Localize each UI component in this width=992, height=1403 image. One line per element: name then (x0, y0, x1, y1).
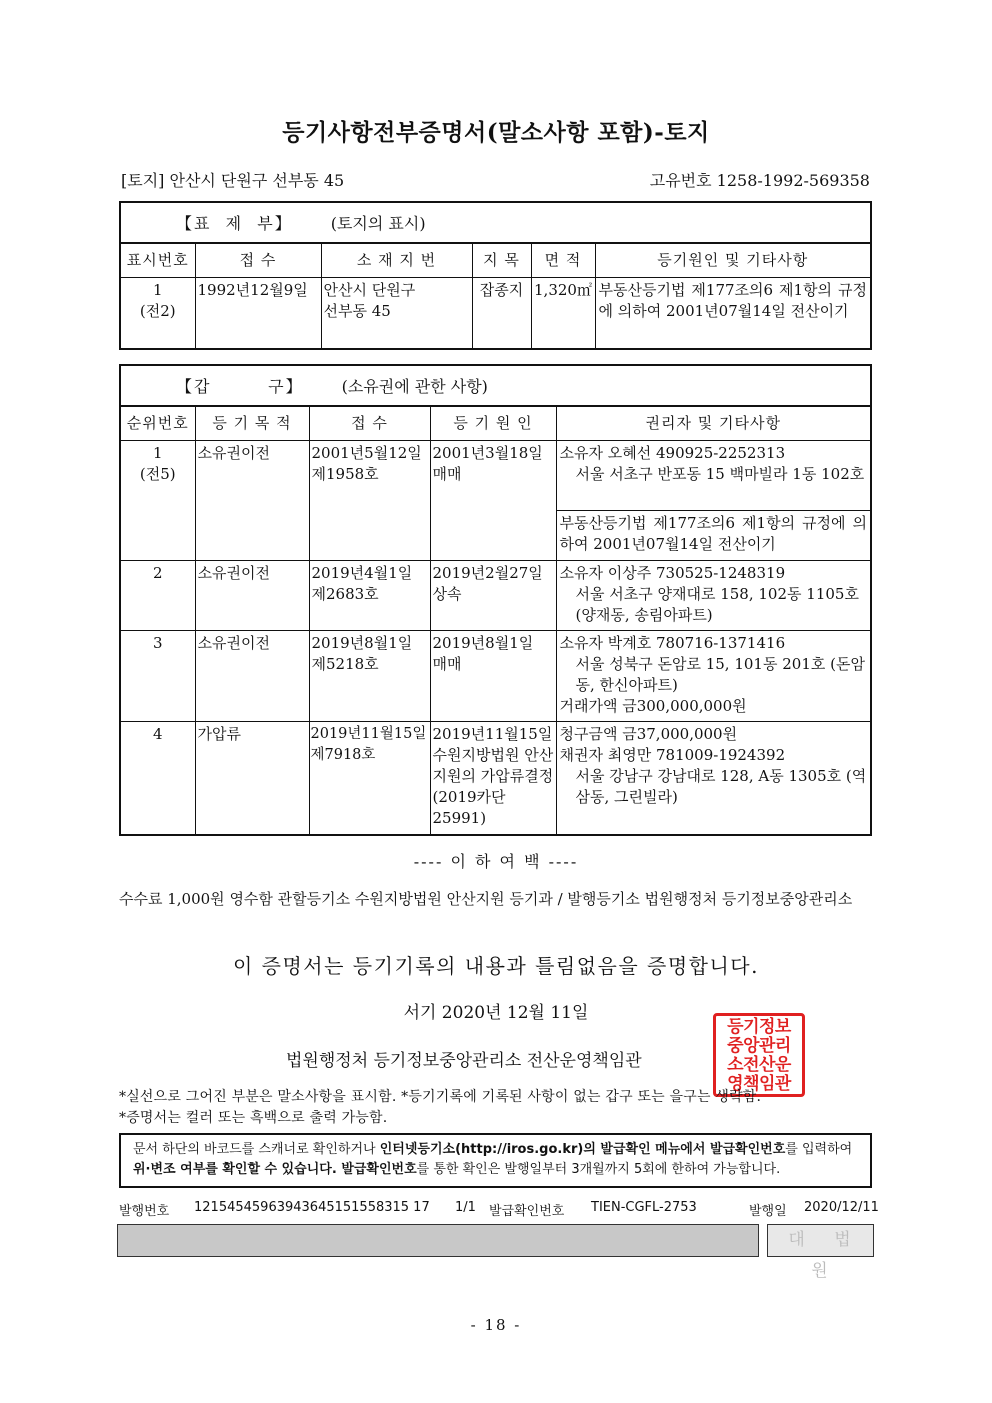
registration-purpose: 소유권이전 (195, 561, 309, 631)
pyoje-header-row (121, 244, 870, 278)
col-header: 지 목 (472, 244, 531, 278)
confirm-number: TIEN-CGFL-2753 (591, 1200, 697, 1215)
right-holder: 청구금액 금37,000,000원 채권자 최영만 781009-1924392 서울 강남구 강남대로 128, A동 1305호 (역삼동, 그린빌라) (556, 722, 870, 834)
rank-number: 3 (121, 631, 195, 722)
table-row (121, 441, 870, 511)
registration-cause: 2019년8월1일 매매 (430, 631, 556, 722)
issue-date: 서기 2020년 12월 11일 (403, 1003, 589, 1023)
registration-cause: 2001년3월18일 매매 (430, 441, 556, 561)
land-address: [토지] 안산시 단원구 선부동 45 (121, 171, 345, 190)
verification-notice: 문서 하단의 바코드를 스캐너로 확인하거나 인터넷등기소(http://iros.go.kr)의 발급확인 메뉴에서 발급확인번호를 입력하여 위·변조 여부를 확인할 수 있습니다. 발급확인번호를 통한 확인은 발행일부터 3개월까지 5회에 한하여 가능합니다. (119, 1133, 872, 1188)
gapgu-name: 【갑 구】 (176, 377, 304, 396)
location: 안산시 단원구 선부동 45 (321, 278, 472, 348)
col-header: 등 기 목 적 (195, 407, 309, 441)
table-row (121, 722, 870, 834)
official-seal-stamp: 등기정보 중앙관리 소전산운 영책임관 (713, 1013, 805, 1097)
col-header: 접 수 (309, 407, 430, 441)
end-of-record-mark: ---- 이 하 여 백 ---- (413, 852, 579, 871)
confirm-number-label: 발급확인번호 (489, 1204, 565, 1219)
pyoje-header (121, 203, 870, 243)
fee-and-office-line: 수수료 1,000원 영수함 관할등기소 수원지방법원 안산지원 등기과 / 발행등기소 법원행정처 등기정보중앙관리소 (119, 890, 853, 908)
received-date: 1992년12월9일 (195, 278, 321, 348)
footnote: *실선으로 그어진 부분은 말소사항을 표시함. *등기기록에 기록된 사항이 없는 갑구 또는 을구는 생략함. (119, 1089, 762, 1105)
received: 2019년4월1일 제2683호 (309, 561, 430, 631)
col-header: 순위번호 (121, 407, 195, 441)
remarks: 부동산등기법 제177조의6 제1항의 규정에 의하여 2001년07월14일 전산이기 (595, 278, 870, 348)
gapgu-header (121, 366, 870, 406)
rank-number: 4 (121, 722, 195, 834)
received: 2019년11월15일 제7918호 (309, 722, 430, 834)
rank-number: 1 (전5) (121, 441, 195, 561)
col-header: 등 기 원 인 (430, 407, 556, 441)
barcode-area (117, 1224, 759, 1257)
remarks: 부동산등기법 제177조의6 제1항의 규정에 의하여 2001년07월14일 전산이기 (556, 511, 870, 561)
col-header: 권리자 및 기타사항 (556, 407, 870, 441)
rank-number: 2 (121, 561, 195, 631)
issue-date-label: 발행일 (749, 1204, 787, 1219)
pyoje-desc: (토지의 표시) (330, 214, 426, 233)
registration-cause: 2019년11월15일 수원지방법원 안산지원의 가압류결정(2019카단25991) (430, 722, 556, 834)
registration-purpose: 소유권이전 (195, 631, 309, 722)
col-header: 표시번호 (121, 244, 195, 278)
document-title: 등기사항전부증명서(말소사항 포함)-토지 (282, 119, 710, 146)
registration-purpose: 가압류 (195, 722, 309, 834)
right-holder: 소유자 오혜선 490925-2252313 서울 서초구 반포동 15 백마빌라 1동 102호 (556, 441, 870, 511)
col-header: 등기원인 및 기타사항 (595, 244, 870, 278)
received: 2019년8월1일 제5218호 (309, 631, 430, 722)
land-area: 1,320㎡ (531, 278, 595, 348)
col-header: 면 적 (531, 244, 595, 278)
registration-cause: 2019년2월27일 상속 (430, 561, 556, 631)
registration-purpose: 소유권이전 (195, 441, 309, 561)
right-holder: 소유자 이상주 730525-1248319 서울 서초구 양재대로 158, 102동 1105호(양재동, 송림아파트) (556, 561, 870, 631)
supreme-court-label: 대 법 원 (767, 1224, 874, 1257)
pyoje-section (119, 201, 872, 350)
issuing-official: 법원행정처 등기정보중앙관리소 전산운영책임관 (286, 1051, 642, 1071)
footnotes (119, 1087, 761, 1129)
gapgu-section (119, 364, 872, 836)
gapgu-header-row (121, 407, 870, 441)
unique-number: 고유번호 1258-1992-569358 (649, 171, 870, 190)
col-header: 소 재 지 번 (321, 244, 472, 278)
display-number: 1 (전2) (121, 278, 195, 348)
table-row (121, 278, 870, 348)
gapgu-desc: (소유권에 관한 사항) (341, 377, 488, 396)
footnote: *증명서는 컬러 또는 흑백으로 출력 가능함. (119, 1110, 388, 1126)
issue-number: 12154545963943645151558315 17 (194, 1200, 430, 1215)
page-count: 1/1 (455, 1200, 476, 1215)
right-holder: 소유자 박계호 780716-1371416 서울 성북구 돈암로 15, 101동 201호 (돈암동, 한신아파트) 거래가액 금300,000,000원 (556, 631, 870, 722)
page-number: - 18 - (470, 1316, 522, 1334)
issued-on-date: 2020/12/11 (804, 1200, 879, 1215)
col-header: 접 수 (195, 244, 321, 278)
table-row (121, 561, 870, 631)
pyoje-table (121, 243, 870, 348)
land-category: 잡종지 (472, 278, 531, 348)
certification-statement: 이 증명서는 등기기록의 내용과 틀림없음을 증명합니다. (232, 954, 759, 978)
issue-number-label: 발행번호 (119, 1204, 170, 1219)
table-row (121, 631, 870, 722)
received: 2001년5월12일 제1958호 (309, 441, 430, 561)
pyoje-name: 【표 제 부】 (176, 214, 293, 233)
gapgu-table (121, 406, 870, 834)
